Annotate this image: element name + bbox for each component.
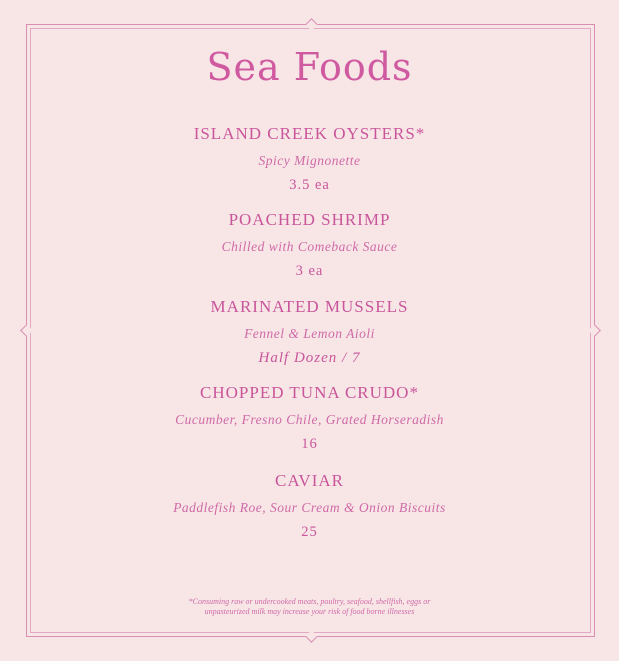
item-description: Cucumber, Fresno Chile, Grated Horseradish <box>175 412 444 427</box>
item-description: Paddlefish Roe, Sour Cream & Onion Biscuits <box>173 500 446 515</box>
menu-item-shrimp <box>0 210 619 280</box>
health-disclaimer <box>0 597 619 617</box>
disclaimer-line-2: unpasteurized milk may increase your risk of food borne illnesses <box>204 607 415 616</box>
item-name: POACHED SHRIMP <box>228 210 391 229</box>
item-name: CAVIAR <box>275 471 344 490</box>
item-description: Chilled with Comeback Sauce <box>221 239 398 254</box>
menu-item-caviar <box>0 471 619 541</box>
item-description: Spicy Mignonette <box>258 153 361 168</box>
item-price: 3 ea <box>295 263 324 279</box>
item-price: Half Dozen / 7 <box>258 350 361 366</box>
item-price: 25 <box>301 524 318 540</box>
item-description: Fennel & Lemon Aioli <box>244 326 375 341</box>
menu-item-mussels <box>0 297 619 367</box>
item-name: MARINATED MUSSELS <box>210 297 409 316</box>
item-name: CHOPPED TUNA CRUDO* <box>200 383 419 402</box>
item-price: 3.5 ea <box>289 177 330 193</box>
item-name: ISLAND CREEK OYSTERS* <box>193 124 426 143</box>
menu-title: Sea Foods <box>206 45 413 89</box>
item-price: 16 <box>301 436 318 452</box>
menu-item-oysters <box>0 124 619 194</box>
menu-item-tuna-crudo <box>0 383 619 453</box>
disclaimer-line-1: *Consuming raw or undercooked meats, poultry, seafood, shellfish, eggs or <box>188 597 431 606</box>
